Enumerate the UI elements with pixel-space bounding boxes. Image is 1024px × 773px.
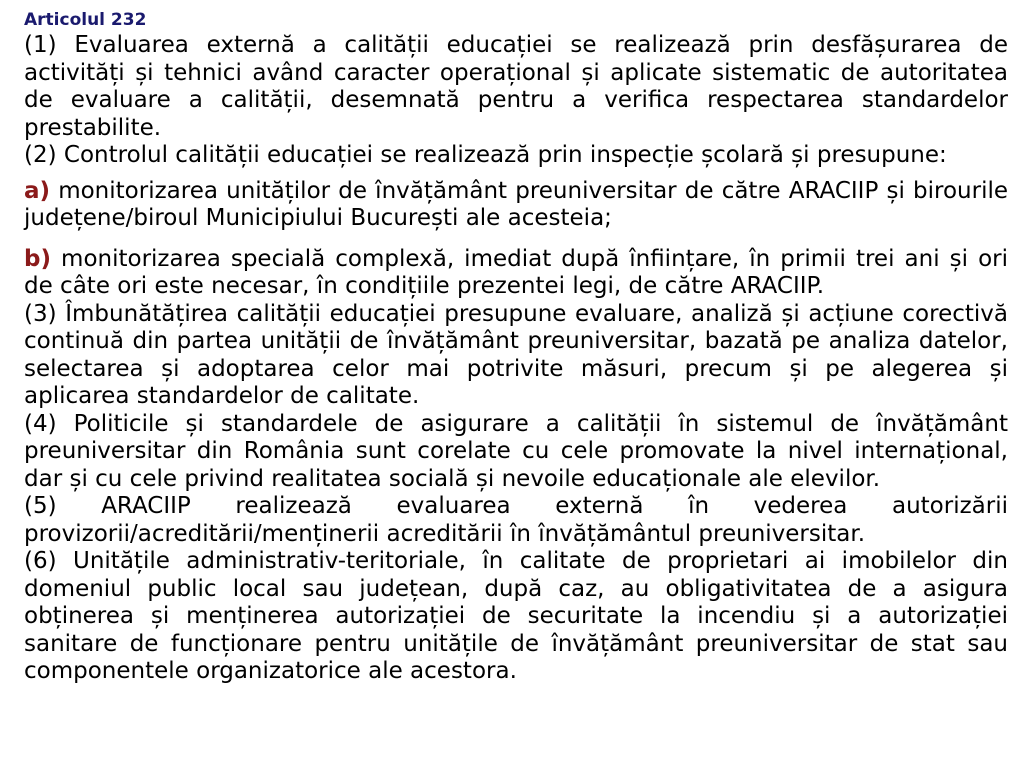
paragraph-6: (6) Unitățile administrativ-teritoriale, în calitate de proprietari ai imobilelor din domeniul public local sau județean, după caz, au obligativitatea de a asigura obținerea și menținerea autorizației de securitate la incendiu și a autorizației sanitare de funcționare pentru unitățile de învățământ preuniversitar de stat sau componentele organizatorice ale acestora. — [24, 548, 1008, 684]
paragraph-3: (3) Îmbunătățirea calității educației presupune evaluare, analiză și acțiune corectivă continuă din partea unității de învățământ preuniversitar, bazată pe analiza datelor, selectarea și adoptarea celor mai potrivite măsuri, precum și pe alegerea și aplicarea standardelor de calitate. — [24, 300, 1008, 409]
paragraph-4: (4) Politicile și standardele de asigurare a calității în sistemul de învățământ preuniversitar din România sunt corelate cu cele promovate la nivel internațional, dar și cu cele privind realitatea socială și nevoile educaționale ale elevilor. — [24, 410, 1008, 492]
article-document — [24, 8, 1008, 686]
list-item-a-text: monitorizarea unităților de învățământ preuniversitar de către ARACIIP și birourile județene/biroul Municipiului București ale acesteia; — [24, 177, 1008, 231]
list-item-a-letter: a) — [24, 177, 51, 204]
list-item-b-text: monitorizarea specială complexă, imediat după înființare, în primii trei ani și ori de câte ori este necesar, în condițiile prezentei legi, de către ARACIIP. — [24, 245, 1008, 299]
paragraph-5: (5) ARACIIP realizează evaluarea externă în vederea autorizării provizorii/acreditării/menținerii acreditării în învățământul preuniversitar. — [24, 493, 1008, 547]
article-title: Articolul 232 — [24, 10, 147, 30]
list-item-b — [24, 246, 1008, 301]
paragraph-1: (1) Evaluarea externă a calității educației se realizează prin desfășurarea de activități și tehnici având caracter operațional și aplicate sistematic de autoritatea de evaluare a calității, desemnată pentru a verifica respectarea standardelor prestabilite. — [24, 32, 1008, 141]
list-item-a — [24, 178, 1008, 233]
list-item-b-letter: b) — [24, 245, 51, 272]
paragraph-2: (2) Controlul calității educației se realizează prin inspecție școlară și presupune: — [24, 142, 947, 168]
